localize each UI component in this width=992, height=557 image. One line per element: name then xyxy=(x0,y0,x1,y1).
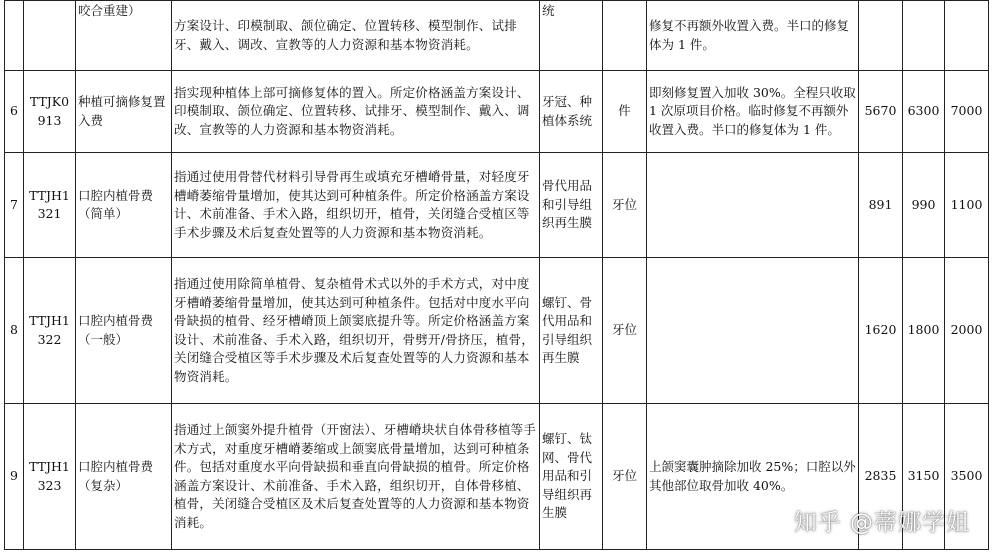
price-1: 1620 xyxy=(859,258,903,404)
row-index: 7 xyxy=(5,153,24,258)
price-1: 2835 xyxy=(859,404,903,550)
watermark: 知乎 @蒂娜学姐 xyxy=(793,510,970,536)
pricing-unit: 牙位 xyxy=(603,153,647,258)
item-content: 指通过上颌窦外提升植骨（开窗法）、牙槽嵴块状自体骨移植等手术方式，对重度牙槽嵴萎缩或上颌窦底骨量增加，达到可种植条件。包括对重度水平向骨缺损和垂直向骨缺损的植骨。所定价格涵盖方案设计、术前准备、手术入路，组织切开，自体骨移植、植骨，关闭缝合受植区及术后复查处置等的人力资源和基本物资消耗。 xyxy=(172,404,540,550)
row-index: 6 xyxy=(5,71,24,153)
table-row xyxy=(5,71,989,153)
price-3: 3500 xyxy=(945,404,989,550)
excluded-items: 螺钉、钛网、骨代用品和引导组织再生膜 xyxy=(540,404,603,550)
excluded-items: 统 xyxy=(540,1,603,71)
item-content: 指通过使用除简单植骨、复杂植骨术式以外的手术方式，对中度牙槽嵴萎缩骨量增加，使其达到可种植条件。包括对中度水平向骨缺损的植骨、经牙槽嵴顶上颌窦底提升等。所定价格涵盖方案设计、术前准备、手术入路，组织切开，骨劈开/骨挤压，植骨，关闭缝合受植区等手术步骤及术后复查处置等的人力资源和基本物资消耗。 xyxy=(172,258,540,404)
item-content: 指实现种植体上部可摘修复体的置入。所定价格涵盖方案设计、印模制取、颌位确定、位置转移、试排牙、模型制作、戴入、调改、宣教等的人力资源和基本物资消耗。 xyxy=(172,71,540,153)
item-note: 即刻修复置入加收 30%。全程只收取 1 次原项目价格。临时修复不再额外收置入费。半口的修复体为 1 件。 xyxy=(647,71,859,153)
price-2: 3150 xyxy=(903,404,945,550)
price-1 xyxy=(859,1,903,71)
table-row xyxy=(5,153,989,258)
pricing-unit xyxy=(603,1,647,71)
pricing-unit: 牙位 xyxy=(603,404,647,550)
item-code: TTJK0913 xyxy=(24,71,76,153)
item-code: TTJH1321 xyxy=(24,153,76,258)
item-note xyxy=(647,258,859,404)
item-content: 指通过使用骨替代材料引导骨再生或填充牙槽嵴骨量，对轻度牙槽嵴萎缩骨量增加，使其达到可种植条件。所定价格涵盖方案设计、术前准备、手术入路，组织切开，植骨，关闭缝合受植区等手术步骤及术后复查处置等的人力资源和基本物资消耗。 xyxy=(172,153,540,258)
item-name: 口腔内植骨费（简单） xyxy=(76,153,172,258)
row-index: 8 xyxy=(5,258,24,404)
item-content: 方案设计、印模制取、颌位确定、位置转移、模型制作、试排牙、戴入、调改、宣教等的人力资源和基本物资消耗。 xyxy=(172,1,540,71)
row-index xyxy=(5,1,24,71)
pricing-unit: 牙位 xyxy=(603,258,647,404)
excluded-items: 骨代用品和引导组织再生膜 xyxy=(540,153,603,258)
row-index: 9 xyxy=(5,404,24,550)
item-name: 口腔内植骨费（一般） xyxy=(76,258,172,404)
item-note: 上颌窦囊肿摘除加收 25%；口腔以外其他部位取骨加收 40%。 xyxy=(647,404,859,550)
price-1: 5670 xyxy=(859,71,903,153)
price-1: 891 xyxy=(859,153,903,258)
item-code xyxy=(24,1,76,71)
item-code: TTJH1322 xyxy=(24,258,76,404)
price-2 xyxy=(903,1,945,71)
price-3: 2000 xyxy=(945,258,989,404)
table-row xyxy=(5,1,989,71)
item-note: 修复不再额外收置入费。半口的修复体为 1 件。 xyxy=(647,1,859,71)
fee-table xyxy=(4,0,989,550)
price-3 xyxy=(945,1,989,71)
item-code: TTJH1323 xyxy=(24,404,76,550)
table-row xyxy=(5,258,989,404)
price-2: 1800 xyxy=(903,258,945,404)
item-name: 种植可摘修复置入费 xyxy=(76,71,172,153)
item-name: 咬合重建） xyxy=(76,1,172,71)
item-note xyxy=(647,153,859,258)
excluded-items: 螺钉、骨代用品和引导组织再生膜 xyxy=(540,258,603,404)
pricing-unit: 件 xyxy=(603,71,647,153)
excluded-items: 牙冠、种植体系统 xyxy=(540,71,603,153)
item-name: 口腔内植骨费（复杂） xyxy=(76,404,172,550)
price-3: 1100 xyxy=(945,153,989,258)
price-2: 6300 xyxy=(903,71,945,153)
price-2: 990 xyxy=(903,153,945,258)
price-3: 7000 xyxy=(945,71,989,153)
